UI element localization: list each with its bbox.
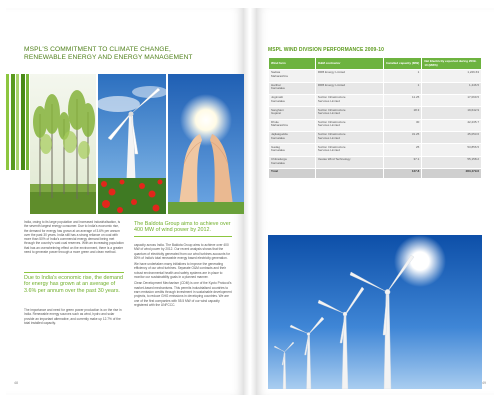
contractor-cell: Suzlon Infrastructure Services Limited [315, 132, 383, 144]
table-row [269, 144, 482, 156]
total-energy: 283,479.6 [422, 169, 482, 178]
body-paragraph: We have undertaken many initiatives to improve the generating efficiency of our wind turbines. Separate O&M contracts and their robust environmental health and safety systems are in place to monitor our sustainability goals in a planned manner. [134, 262, 226, 280]
text-column-2 [134, 243, 232, 309]
contractor-cell: Vestas Wind Technology [315, 156, 383, 168]
wind-farm-cell: Dhule Maharashtra [269, 119, 316, 131]
energy-cell: 45,053.6 [422, 132, 482, 144]
wind-farm-cell: Harihar Karnataka [269, 82, 316, 94]
text-column-1 [24, 220, 124, 256]
table-row [269, 156, 482, 168]
energy-cell: 1,226.63 [422, 70, 482, 82]
body-paragraph: The importance and need for green power production is on the rise in India. Renewable energy sources such as wind, hydro and solar provide an important alternative, and currently make up 12.7% of the total installed capacity. [24, 308, 122, 325]
energy-cell: 55,158.2 [422, 156, 482, 168]
pull-quote-highlight: The Baldota Group aims to achieve over 400 MW of wind power by 2012. [134, 221, 232, 237]
body-paragraph: capacity across India. The Baldota Group aims to achieve over 400 MW of wind power by 2012. Our recent analysis shows that the quantum of electricity generated from our wind turbines accounts for 80% of India's total renewable energy based electricity generation. [134, 243, 231, 260]
total-label: Total [269, 169, 316, 178]
contractor-cell: Suzlon Infrastructure Services Limited [315, 119, 383, 131]
right-page [256, 8, 494, 395]
wind-farm-cell: Jogimatti Karnataka [269, 94, 316, 106]
capacity-cell: 1 [384, 82, 422, 94]
body-paragraph: India, owing to its large population and increased industrialisation, is the seventh largest energy consumer. Due to India's economic rise, the demand for energy has grown at an average of 3.6% per annum over the past 30 years. India still has a strong reliance on coal with more than 50% of India's commercial energy demand being met through the country's vast coal reserves. With an increasing population that has an overwhelming effect on the environment, there is a greater need to generate power through a more green and clean method. [24, 220, 124, 255]
table-row [269, 119, 482, 131]
energy-cell: 53,856.5 [422, 144, 482, 156]
table-row [269, 132, 482, 144]
table-row [269, 82, 482, 94]
wind-farm-cell: Sadwa Maharashtra [269, 70, 316, 82]
capacity-cell: 1 [384, 70, 422, 82]
wind-performance-table [268, 57, 482, 179]
photo-strip [30, 74, 244, 214]
hands-sun-photo [168, 74, 244, 214]
wind-farm-cell: Gadag Karnataka [269, 144, 316, 156]
table-row [269, 107, 482, 119]
section-title [24, 46, 234, 62]
table-header-row [269, 58, 482, 70]
contractor-cell: Suzlon Infrastructure Services Limited [315, 107, 383, 119]
capacity-cell: 30 [384, 119, 422, 131]
total-capacity: 127.8 [384, 169, 422, 178]
contractor-cell: RRB Energy Limited [315, 70, 383, 82]
column-header: O&M contractor [315, 58, 383, 70]
wind-farm-cell: Chitradurga Karnataka [269, 156, 316, 168]
contractor-cell: Suzlon Infrastructure Services Limited [315, 144, 383, 156]
page-number: 49 [482, 381, 486, 385]
trees-photo [30, 74, 96, 214]
capacity-cell: 18.3 [384, 107, 422, 119]
total-empty-cell [315, 169, 383, 178]
left-page [6, 8, 244, 395]
contractor-cell: Suzlon Infrastructure Services Limited [315, 94, 383, 106]
table-row [269, 94, 482, 106]
wind-farm-cell: Jajikalgudda Karnataka [269, 132, 316, 144]
body-paragraph: Clean Development Mechanism (CDM) is one of the Kyoto Protocol's market-based mechanisms. This permits industrialised countries to earn emission credits through investment in sustainable development projects, to reduce GHG emissions in developing countries. We are one of the first companies with 55.5 MW of our wind capacity registered with the UNFCCC. [134, 281, 232, 307]
green-stripes-decoration [6, 74, 29, 170]
section-title-line-2: RENEWABLE ENERGY AND ENERGY MANAGEMENT [24, 54, 193, 61]
section-title-line-1: MSPL'S COMMITMENT TO CLIMATE CHANGE, [24, 46, 171, 53]
table-row [269, 70, 482, 82]
turbine-poppies-photo [98, 74, 166, 214]
column-header: Net Electricity exported during 2009-10 (MWh) [422, 58, 482, 70]
contractor-cell: RRB Energy Limited [315, 82, 383, 94]
energy-cell: 1,446.5 [422, 82, 482, 94]
capacity-cell: 31.25 [384, 132, 422, 144]
wind-farm-cell: Sanghani Gujarat [269, 107, 316, 119]
text-column-1-lower [24, 308, 124, 327]
column-header: Installed capacity (MW) [384, 58, 422, 70]
capacity-cell: 11.25 [384, 94, 422, 106]
wind-turbines-photo [268, 235, 482, 389]
capacity-cell: 25 [384, 144, 422, 156]
table-title: MSPL WIND DIVISION PERFORMANCE 2009-10 [268, 47, 384, 53]
pull-quote: Due to India's economic rise, the demand for energy has grown at an average of 3.6% per annum over the past 30 years. [24, 272, 124, 294]
capacity-cell: 37.1 [384, 156, 422, 168]
table-total-row [269, 169, 482, 178]
energy-cell: 42,235.7 [422, 119, 482, 131]
column-header: Wind farm [269, 58, 316, 70]
energy-cell: 19,642.9 [422, 107, 482, 119]
energy-cell: 17,069.5 [422, 94, 482, 106]
page-number: 48 [14, 381, 18, 385]
book-gutter [244, 8, 256, 395]
